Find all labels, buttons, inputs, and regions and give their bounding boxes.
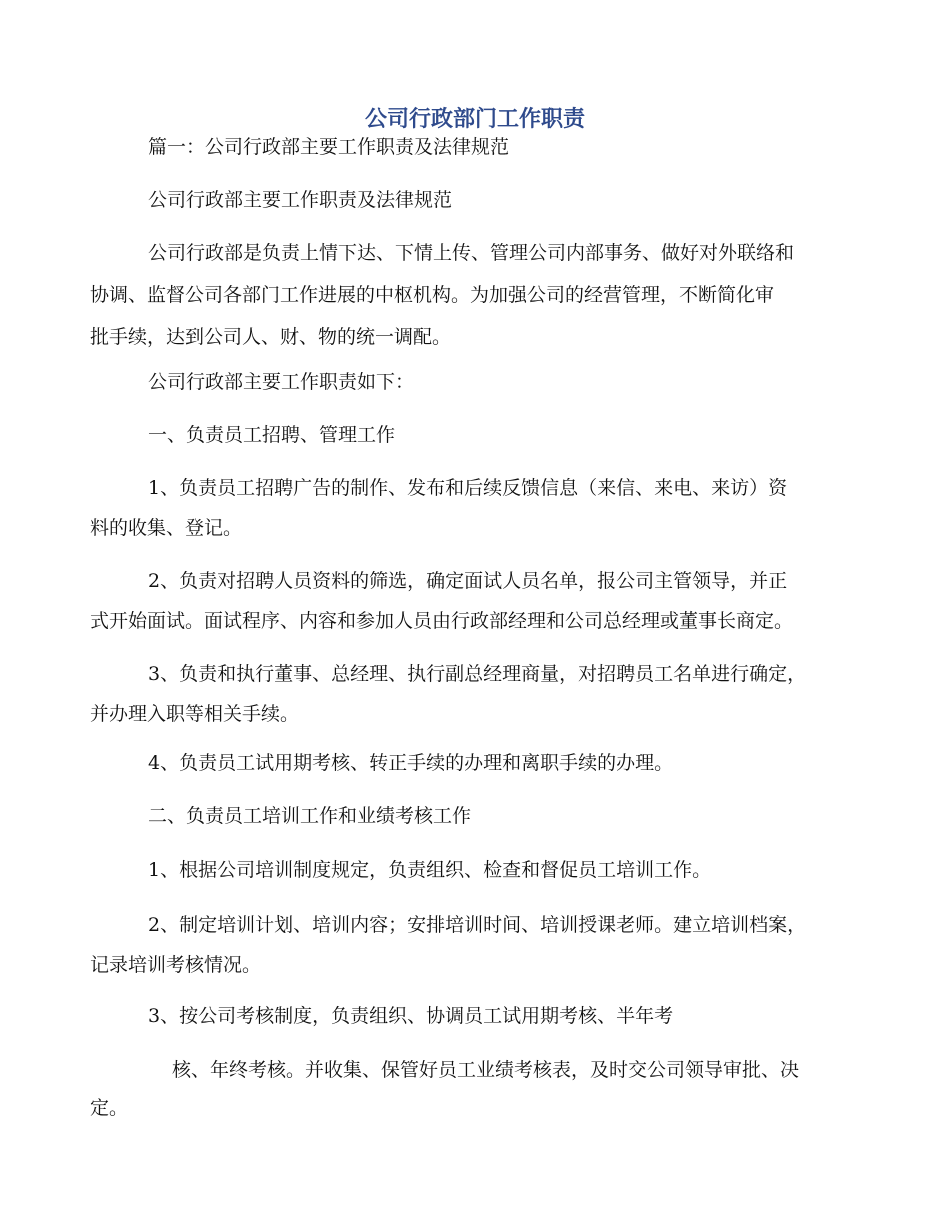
paragraph-intro bbox=[90, 232, 860, 358]
paragraph-subtitle bbox=[90, 128, 918, 166]
text-line: 定。 bbox=[90, 1097, 129, 1119]
text-line: 公司行政部主要工作职责如下： bbox=[148, 371, 415, 393]
text-line: 料的收集、登记。 bbox=[90, 517, 243, 539]
text-line: 2、负责对招聘人员资料的筛选，确定面试人员名单，报公司主管领导，并正 bbox=[148, 570, 788, 592]
paragraph-item-1-2 bbox=[90, 561, 860, 641]
text-line: 公司行政部是负责上情下达、下情上传、管理公司内部事务、做好对外联络和 bbox=[148, 242, 795, 264]
paragraph-item-2-2 bbox=[90, 905, 860, 985]
paragraph-item-1-1 bbox=[90, 468, 860, 548]
text-line: 记录培训考核情况。 bbox=[90, 954, 262, 976]
paragraph-item-2-3-continued bbox=[90, 1051, 860, 1127]
text-line: 1、根据公司培训制度规定，负责组织、检查和督促员工培训工作。 bbox=[148, 859, 712, 881]
text-line: 3、负责和执行董事、总经理、执行副总经理商量，对招聘员工名单进行确定， bbox=[148, 663, 807, 685]
text-line: 1、负责员工招聘广告的制作、发布和后续反馈信息（来信、来电、来访）资 bbox=[148, 477, 788, 499]
section-heading-1 bbox=[90, 416, 918, 454]
text-line: 2、制定培训计划、培训内容；安排培训时间、培训授课老师。建立培训档案， bbox=[148, 914, 807, 936]
text-line: 批手续，达到公司人、财、物的统一调配。 bbox=[90, 326, 452, 348]
paragraph-item-2-1 bbox=[90, 851, 918, 889]
section-heading-2 bbox=[90, 797, 918, 835]
paragraph-heading bbox=[90, 181, 918, 219]
text-line: 式开始面试。面试程序、内容和参加人员由行政部经理和公司总经理或董事长商定。 bbox=[90, 610, 794, 632]
text-line: 核、年终考核。并收集、保管好员工业绩考核表，及时交公司领导审批、决 bbox=[172, 1059, 800, 1081]
paragraph-item-1-4 bbox=[90, 744, 918, 782]
text-line: 4、负责员工试用期考核、转正手续的办理和离职手续的办理。 bbox=[148, 752, 674, 774]
document-title: 公司行政部门工作职责 bbox=[364, 107, 585, 132]
text-line: 二、负责员工培训工作和业绩考核工作 bbox=[148, 805, 472, 827]
paragraph-item-1-3 bbox=[90, 654, 860, 734]
text-line: 篇一：公司行政部主要工作职责及法律规范 bbox=[148, 136, 510, 158]
text-line: 协调、监督公司各部门工作进展的中枢机构。为加强公司的经营管理，不断简化审 bbox=[90, 284, 775, 306]
paragraph-item-2-3 bbox=[90, 997, 918, 1035]
text-line: 并办理入职等相关手续。 bbox=[90, 703, 300, 725]
text-line: 3、按公司考核制度，负责组织、协调员工试用期考核、半年考 bbox=[148, 1005, 674, 1027]
text-line: 一、负责员工招聘、管理工作 bbox=[148, 424, 396, 446]
paragraph-duties-intro bbox=[90, 363, 918, 401]
text-line: 公司行政部主要工作职责及法律规范 bbox=[148, 189, 453, 211]
